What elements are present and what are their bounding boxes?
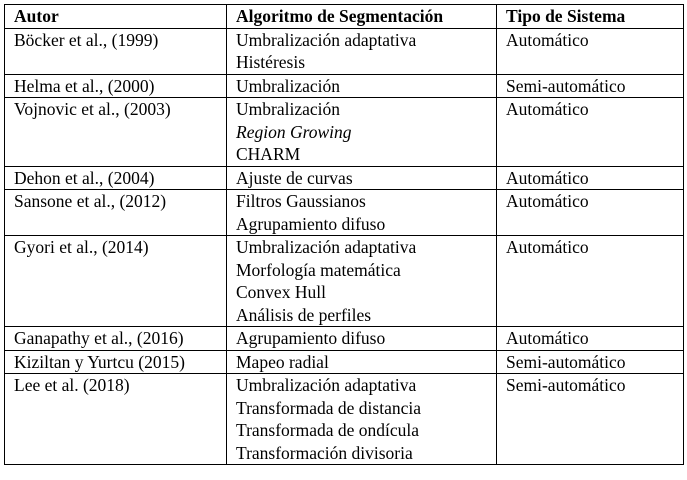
header-row: [5, 5, 684, 29]
header-algoritmo: Algoritmo de Segmentación: [227, 5, 497, 29]
cell-algoritmo: [227, 166, 497, 190]
cell-autor: Ganapathy et al., (2016): [5, 327, 227, 351]
algoritmo-item: Umbralización adaptativa: [236, 375, 417, 395]
cell-autor: Kiziltan y Yurtcu (2015): [5, 350, 227, 374]
header-tipo: Tipo de Sistema: [497, 5, 684, 29]
algoritmo-item: Umbralización adaptativa: [236, 29, 417, 50]
table-row: [5, 190, 684, 236]
algoritmo-item: Histéresis: [236, 52, 306, 72]
table-row: [5, 98, 684, 167]
cell-tipo: Automático: [497, 327, 684, 351]
cell-autor: Lee et al. (2018): [5, 374, 227, 465]
cell-autor: Böcker et al., (1999): [5, 28, 227, 74]
cell-tipo: Semi-automático: [497, 74, 684, 98]
cell-tipo: Automático: [497, 166, 684, 190]
algoritmo-item: Transformación divisoria: [236, 442, 413, 463]
algoritmo-item: CHARM: [236, 144, 301, 164]
table-row: [5, 166, 684, 190]
cell-autor: Vojnovic et al., (2003): [5, 98, 227, 167]
table-header: [5, 5, 684, 29]
cell-algoritmo: [227, 350, 497, 374]
cell-algoritmo: [227, 98, 497, 167]
algoritmo-item: Region Growing: [236, 121, 352, 142]
algoritmo-item: Umbralización adaptativa: [236, 237, 417, 257]
table-row: [5, 374, 684, 465]
algoritmo-item: Análisis de perfiles: [236, 304, 372, 325]
table-row: [5, 236, 684, 327]
cell-tipo: Semi-automático: [497, 374, 684, 465]
algoritmo-item: Transformada de distancia: [236, 397, 421, 418]
table-row: [5, 327, 684, 351]
algoritmo-item: Filtros Gaussianos: [236, 191, 366, 211]
algoritmo-item: Ajuste de curvas: [236, 167, 353, 188]
cell-autor: Sansone et al., (2012): [5, 190, 227, 236]
table-row: [5, 28, 684, 74]
cell-algoritmo: [227, 28, 497, 74]
algoritmo-item: Umbralización: [236, 99, 340, 119]
algoritmo-item: Mapeo radial: [236, 351, 329, 372]
cell-tipo: Automático: [497, 190, 684, 236]
cell-algoritmo: [227, 374, 497, 465]
cell-autor: Helma et al., (2000): [5, 74, 227, 98]
algoritmo-item: Morfología matemática: [236, 259, 401, 280]
algoritmo-item: Umbralización: [236, 75, 340, 96]
cell-algoritmo: [227, 74, 497, 98]
cell-tipo: Automático: [497, 98, 684, 167]
algoritmo-item: Agrupamiento difuso: [236, 213, 386, 234]
algoritmo-item: Transformada de ondícula: [236, 420, 420, 440]
cell-tipo: Automático: [497, 236, 684, 327]
algoritmo-item: Convex Hull: [236, 282, 326, 302]
cell-algoritmo: [227, 190, 497, 236]
table-row: [5, 74, 684, 98]
cell-tipo: Semi-automático: [497, 350, 684, 374]
table-row: [5, 350, 684, 374]
cell-algoritmo: [227, 236, 497, 327]
cell-autor: Dehon et al., (2004): [5, 166, 227, 190]
segmentation-algorithms-table: [4, 4, 684, 465]
header-autor: Autor: [5, 5, 227, 29]
cell-algoritmo: [227, 327, 497, 351]
table-body: [5, 28, 684, 465]
cell-autor: Gyori et al., (2014): [5, 236, 227, 327]
cell-tipo: Automático: [497, 28, 684, 74]
algoritmo-item: Agrupamiento difuso: [236, 328, 386, 348]
